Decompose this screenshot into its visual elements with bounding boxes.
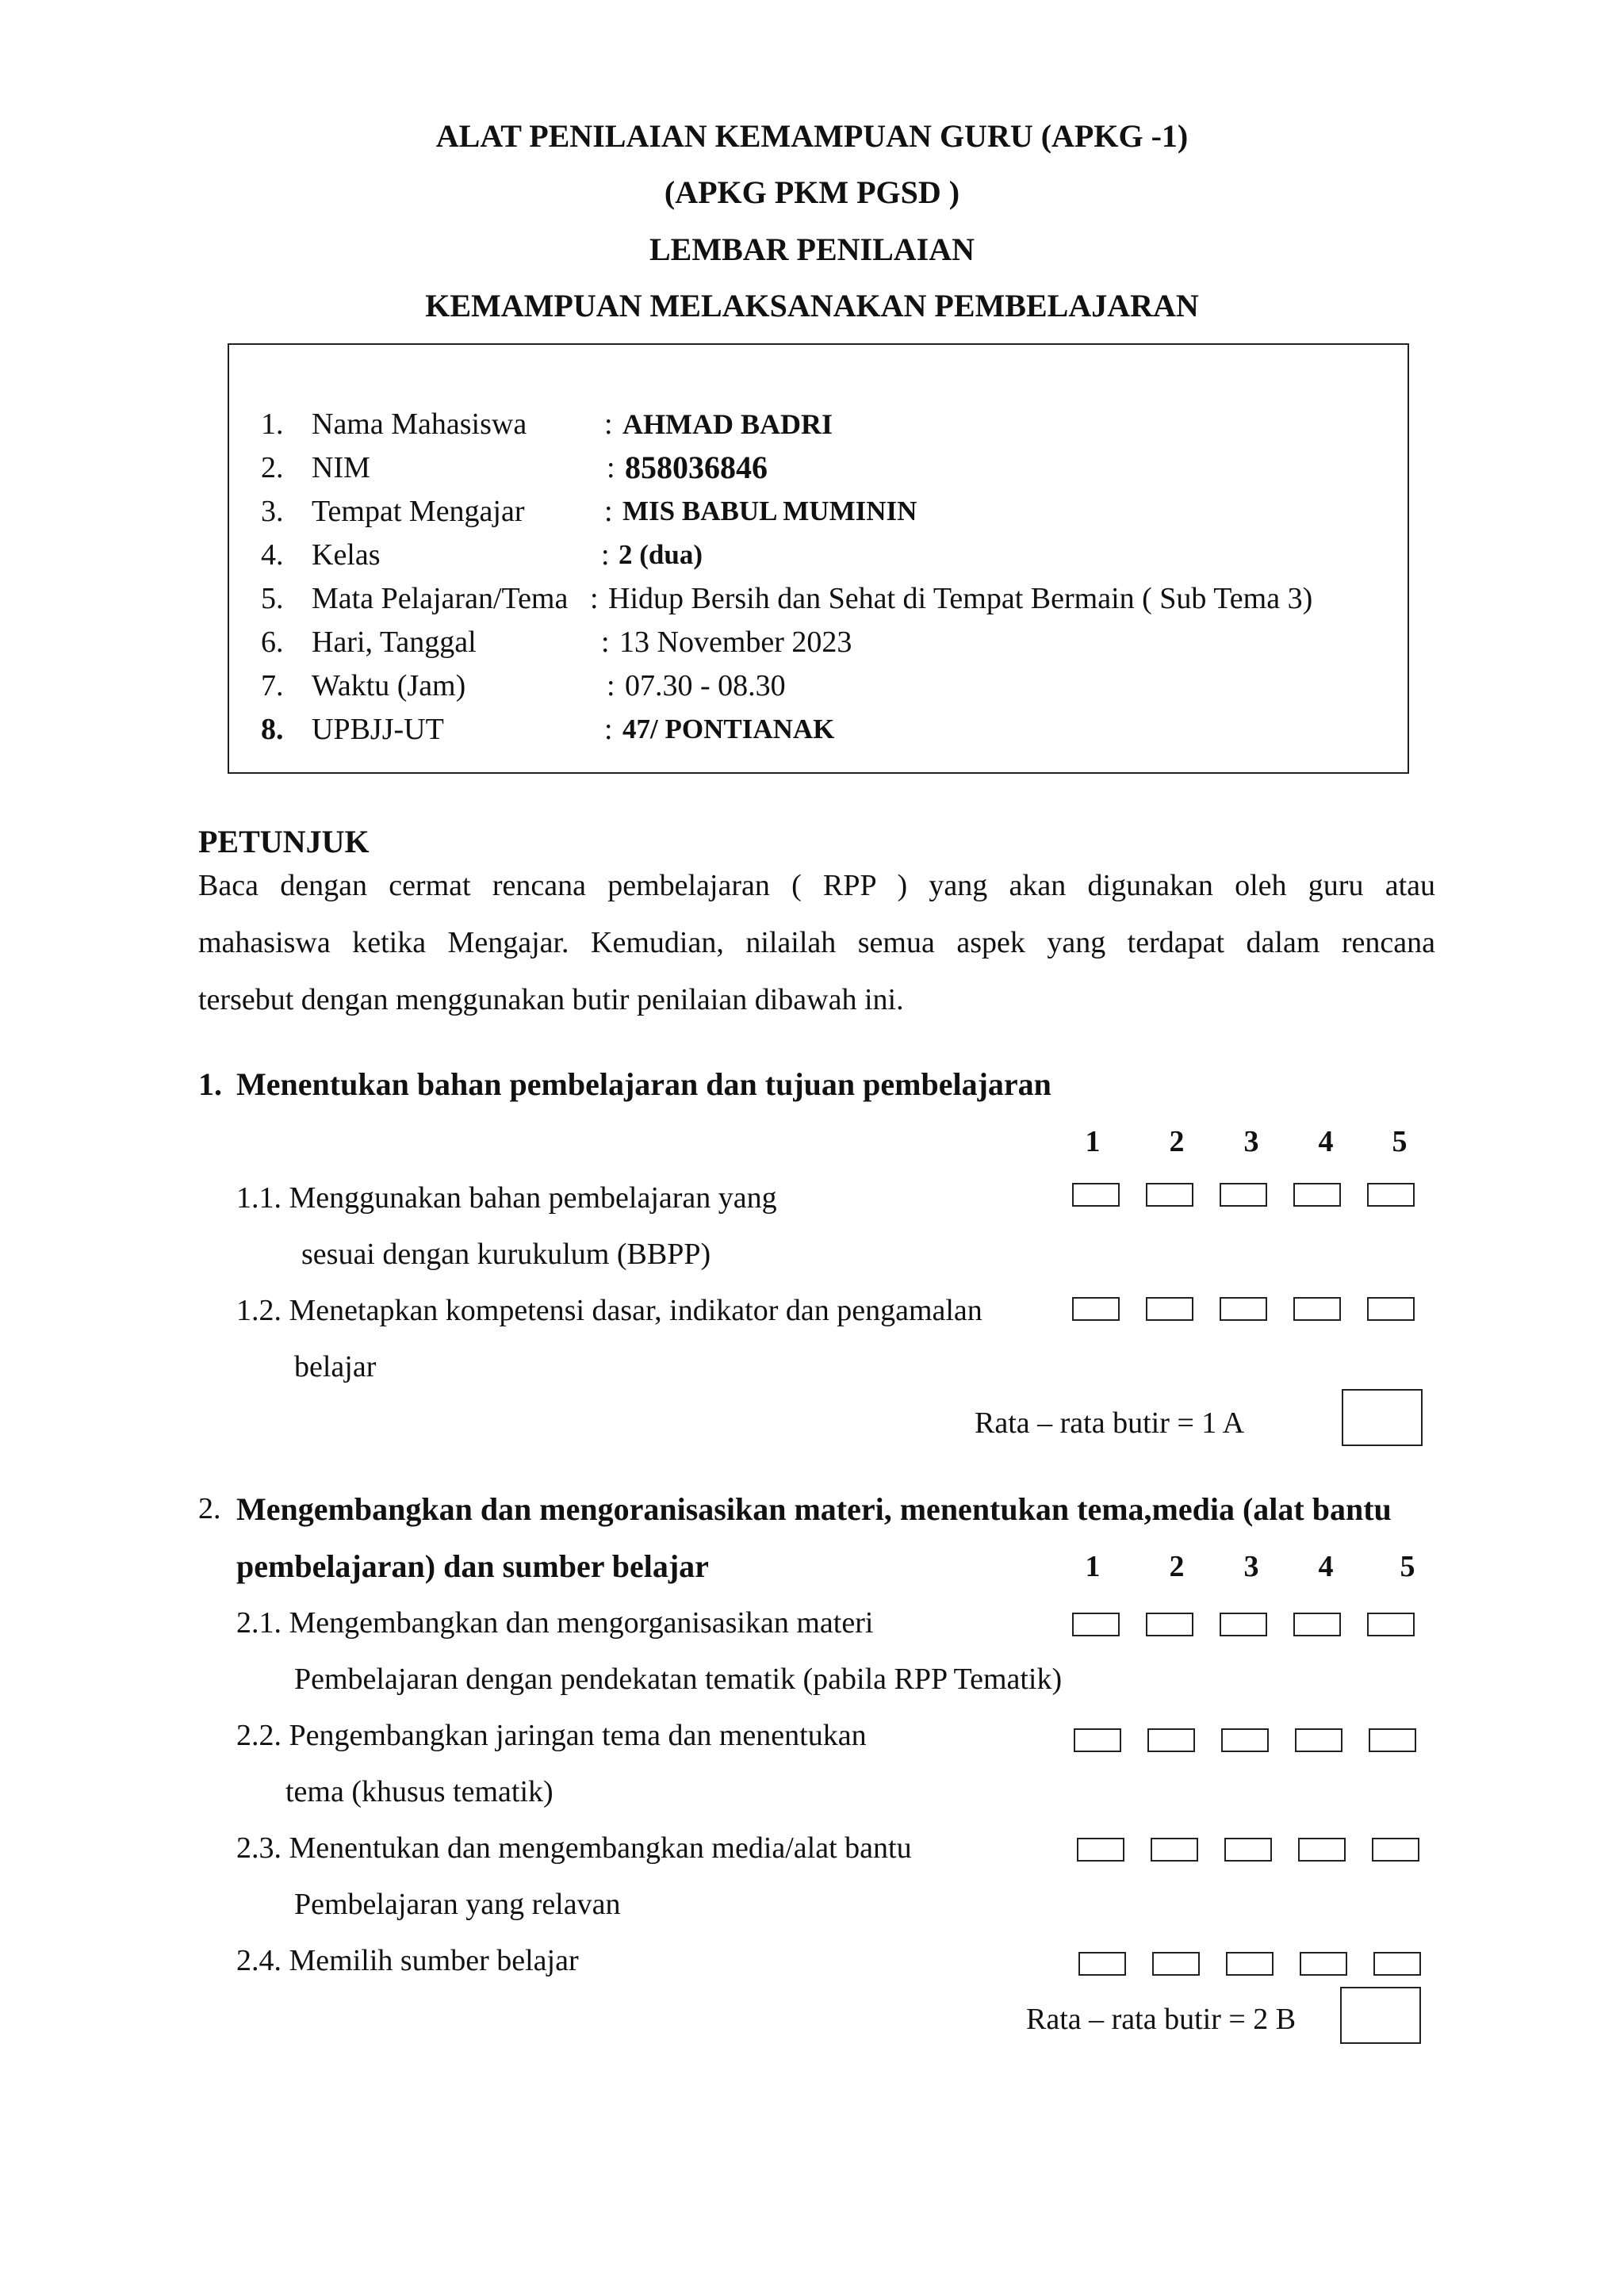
document-title: ALAT PENILAIAN KEMAMPUAN GURU (APKG -1) [435, 118, 1189, 154]
score-box-2-2-4[interactable] [1295, 1728, 1342, 1752]
section-1-number: 1. [198, 1066, 222, 1102]
info-number: 1. [261, 408, 284, 441]
criterion-1-2-line1: 1.2. Menetapkan kompetensi dasar, indikator dan pengamalan [236, 1294, 982, 1327]
instructions-text: tersebut dengan menggunakan butir penilaian dibawah ini. [198, 983, 904, 1016]
document-subtitle: (APKG PKM PGSD ) [664, 174, 960, 210]
scale-label-4: 4 [1318, 1125, 1334, 1158]
scale-label-3: 3 [1243, 1550, 1259, 1583]
criterion-1-1-line1: 1.1. Menggunakan bahan pembelajaran yang [236, 1181, 777, 1215]
info-label: Tempat Mengajar [312, 495, 525, 528]
info-separator: : [604, 408, 613, 441]
info-number: 3. [261, 495, 284, 528]
info-number: 7. [261, 669, 284, 702]
sheet-subtitle: KEMAMPUAN MELAKSANAKAN PEMBELAJARAN [425, 288, 1199, 323]
score-box-2-3-5[interactable] [1372, 1838, 1419, 1862]
info-label: Kelas [312, 538, 381, 572]
info-separator: : [590, 582, 599, 615]
info-separator: : [604, 713, 613, 746]
average-label-1a: Rata – rata butir = 1 A [975, 1406, 1245, 1440]
info-label: Nama Mahasiswa [312, 408, 527, 441]
scale-label-4: 4 [1318, 1550, 1334, 1583]
score-box-2-4-2[interactable] [1152, 1952, 1200, 1976]
sheet-title: LEMBAR PENILAIAN [649, 232, 975, 267]
criterion-2-2-line2: tema (khusus tematik) [285, 1775, 553, 1808]
score-box-2-4-1[interactable] [1078, 1952, 1126, 1976]
info-value-nama: AHMAD BADRI [622, 408, 833, 440]
score-box-1-1-1[interactable] [1072, 1183, 1120, 1207]
average-box-2b[interactable] [1340, 1987, 1421, 2044]
score-box-2-4-4[interactable] [1300, 1952, 1347, 1976]
scale-label-2: 2 [1169, 1550, 1185, 1583]
info-number: 6. [261, 626, 284, 659]
scale-label-2: 2 [1169, 1125, 1185, 1158]
score-box-2-3-4[interactable] [1298, 1838, 1346, 1862]
score-box-2-1-3[interactable] [1220, 1613, 1267, 1636]
score-box-2-2-5[interactable] [1369, 1728, 1416, 1752]
score-box-2-3-2[interactable] [1151, 1838, 1198, 1862]
info-value-waktu: 07.30 - 08.30 [625, 669, 786, 702]
score-box-1-2-2[interactable] [1146, 1297, 1193, 1321]
score-box-2-1-5[interactable] [1367, 1613, 1415, 1636]
info-value-tanggal: 13 November 2023 [619, 626, 852, 659]
score-box-1-2-3[interactable] [1220, 1297, 1267, 1321]
info-number: 8. [261, 713, 284, 746]
info-value-mapel: Hidup Bersih dan Sehat di Tempat Bermain ( Sub Tema 3) [608, 582, 1313, 615]
info-separator: : [601, 538, 610, 572]
average-label-2b: Rata – rata butir = 2 B [1026, 2003, 1297, 2036]
criterion-1-1-line2: sesuai dengan kurukulum (BBPP) [301, 1238, 711, 1271]
info-separator: : [601, 626, 610, 659]
average-box-1a[interactable] [1342, 1389, 1423, 1446]
info-label: Mata Pelajaran/Tema [312, 582, 569, 615]
section-1-title: Menentukan bahan pembelajaran dan tujuan pembelajaran [236, 1066, 1051, 1102]
scale-label-5: 5 [1392, 1125, 1408, 1158]
instructions-heading: PETUNJUK [198, 824, 370, 859]
info-number: 2. [261, 451, 284, 484]
criterion-2-2-line1: 2.2. Pengembangkan jaringan tema dan menentukan [236, 1719, 867, 1752]
criterion-2-3-line2: Pembelajaran yang relavan [294, 1888, 621, 1921]
section-2-title-line2: pembelajaran) dan sumber belajar [236, 1548, 709, 1584]
score-box-2-1-4[interactable] [1293, 1613, 1341, 1636]
score-box-2-1-1[interactable] [1072, 1613, 1120, 1636]
info-number: 5. [261, 582, 284, 615]
info-label: NIM [312, 451, 370, 484]
score-box-1-2-5[interactable] [1367, 1297, 1415, 1321]
info-value-tempat: MIS BABUL MUMININ [622, 496, 917, 526]
score-box-1-2-4[interactable] [1293, 1297, 1341, 1321]
score-box-2-4-3[interactable] [1226, 1952, 1274, 1976]
instructions-text: Baca dengan cermat rencana pembelajaran ( RPP ) yang akan digunakan oleh guru atau [198, 869, 1435, 902]
scale-label-5: 5 [1400, 1550, 1415, 1583]
section-2-number: 2. [198, 1492, 221, 1525]
criterion-2-1-line1: 2.1. Mengembangkan dan mengorganisasikan materi [236, 1606, 874, 1640]
info-value-nim: 858036846 [625, 450, 768, 485]
score-box-1-1-5[interactable] [1367, 1183, 1415, 1207]
info-value-upbjj: 47/ PONTIANAK [622, 714, 835, 744]
score-box-1-1-2[interactable] [1146, 1183, 1193, 1207]
info-value-kelas: 2 (dua) [619, 539, 703, 570]
identity-box [228, 343, 1409, 774]
score-box-1-1-3[interactable] [1220, 1183, 1267, 1207]
score-box-2-3-3[interactable] [1224, 1838, 1272, 1862]
info-label: Waktu (Jam) [312, 669, 466, 702]
scale-label-1: 1 [1085, 1550, 1101, 1583]
score-box-2-2-3[interactable] [1221, 1728, 1269, 1752]
criterion-2-3-line1: 2.3. Menentukan dan mengembangkan media/alat bantu [236, 1831, 912, 1865]
criterion-2-1-line2: Pembelajaran dengan pendekatan tematik (pabila RPP Tematik) [294, 1663, 1063, 1696]
score-box-2-2-2[interactable] [1147, 1728, 1195, 1752]
score-box-2-2-1[interactable] [1074, 1728, 1121, 1752]
info-label: Hari, Tanggal [312, 626, 477, 659]
score-box-1-2-1[interactable] [1072, 1297, 1120, 1321]
scale-label-3: 3 [1243, 1125, 1259, 1158]
info-separator: : [604, 495, 613, 528]
info-separator: : [607, 451, 615, 484]
score-box-2-3-1[interactable] [1077, 1838, 1124, 1862]
instructions-text: mahasiswa ketika Mengajar. Kemudian, nilailah semua aspek yang terdapat dalam rencana [198, 926, 1435, 959]
criterion-2-4-line1: 2.4. Memilih sumber belajar [236, 1944, 579, 1977]
score-box-2-4-5[interactable] [1373, 1952, 1421, 1976]
info-label: UPBJJ-UT [312, 713, 444, 746]
info-separator: : [607, 669, 615, 702]
scale-label-1: 1 [1085, 1125, 1101, 1158]
info-number: 4. [261, 538, 284, 572]
score-box-2-1-2[interactable] [1146, 1613, 1193, 1636]
score-box-1-1-4[interactable] [1293, 1183, 1341, 1207]
section-2-title-line1: Mengembangkan dan mengoranisasikan materi, menentukan tema,media (alat bantu [236, 1491, 1392, 1527]
criterion-1-2-line2: belajar [294, 1350, 377, 1383]
